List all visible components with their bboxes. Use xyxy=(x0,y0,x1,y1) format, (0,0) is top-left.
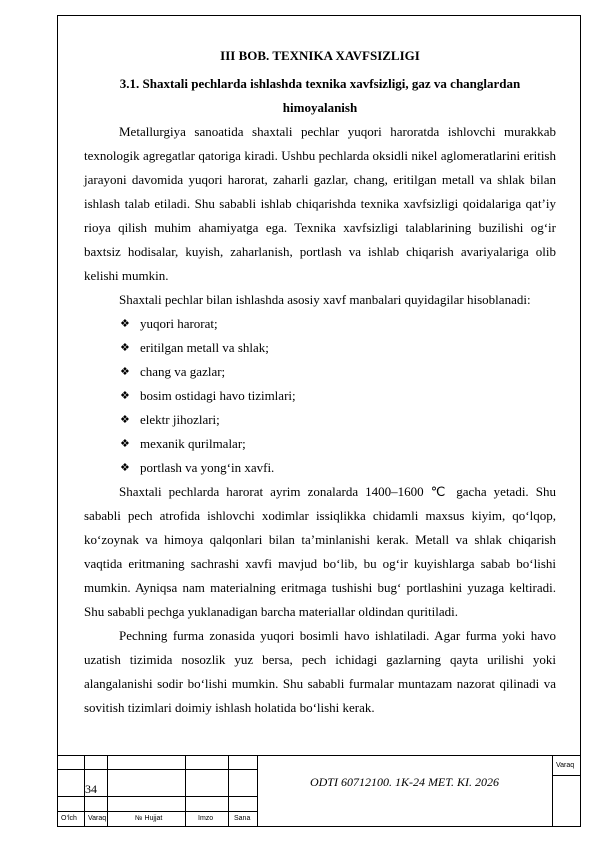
diamond-bullet-icon: ❖ xyxy=(120,414,130,426)
diamond-bullet-icon: ❖ xyxy=(120,390,130,402)
hazard-list xyxy=(84,312,556,480)
col-hujjat: № Hujjat xyxy=(135,815,163,822)
diamond-bullet-icon: ❖ xyxy=(120,438,130,450)
list-item: ❖ eritilgan metall va shlak; xyxy=(120,336,556,360)
title-block xyxy=(57,755,581,827)
list-item: ❖ yuqori harorat; xyxy=(120,312,556,336)
col-sana: Sana xyxy=(234,815,251,822)
section-title-line1: 3.1. Shaxtali pechlarda ishlashda texnika xavfsizligi, gaz va changlardan xyxy=(119,76,521,91)
paragraph-hazards-lead: Shaxtali pechlar bilan ishlashda asosiy xavf manbalari quyidagilar hisoblanadi: xyxy=(119,292,531,307)
diamond-bullet-icon: ❖ xyxy=(120,366,130,378)
list-item: ❖ mexanik qurilmalar; xyxy=(120,432,556,456)
diamond-bullet-icon: ❖ xyxy=(120,342,130,354)
paragraph-intro: Metallurgiya sanoatida shaxtali pechlar yuqori haroratda ishlovchi murakkab texnologik agregatlar qatoriga kiradi. Ushbu pechlarda oksidli nikel aglomeratlarini eritish jarayoni davomida yuqori harorat, zaharli gazlar, chang, eritilgan metall va shlak bilan ishlash talab etiladi. Shu sababli ishlab chiqarishda texnika xavfsizligi qoidalariga qat’iy rioya qilish muhim ahamiyatga ega. Texnika xavfsizligi talablarining buzilishi og‘ir baxtsiz hodisalar, kuyish, zaharlanish, portlash va ishlab chiqarish avariyalariga olib kelishi mumkin. xyxy=(84,124,556,283)
document-body xyxy=(84,44,556,720)
section-title-line2: himoyalanish xyxy=(282,100,358,115)
col-olch: O‘lch xyxy=(61,815,77,822)
chapter-title: III BOB. TEXNIKA XAVFSIZLIGI xyxy=(220,48,420,63)
col-imzo: Imzo xyxy=(198,815,214,822)
document-code: ODTI 60712100. 1K-24 MET. KI. 2026 xyxy=(309,775,500,789)
list-item: ❖ portlash va yong‘in xavfi. xyxy=(120,456,556,480)
list-item: ❖ bosim ostidagi havo tizimlari; xyxy=(120,384,556,408)
paragraph-tuyere: Pechning furma zonasida yuqori bosimli havo ishlatiladi. Agar furma yoki havo uzatish tizimida nosozlik yuz bersa, pech ichidagi gazlarning qayta urilishi yoki alangalanishi sodir bo‘lishi mumkin. Shu sababli furmalar muntazam nazorat qilinadi va sovitish tizimlari doimiy ishlash holatida bo‘lishi kerak. xyxy=(84,628,556,715)
list-item: ❖ elektr jihozlari; xyxy=(120,408,556,432)
varaq-label: Varaq xyxy=(556,762,575,769)
list-item: ❖ chang va gazlar; xyxy=(120,360,556,384)
diamond-bullet-icon: ❖ xyxy=(120,462,130,474)
paragraph-temperature: Shaxtali pechlarda harorat ayrim zonalarda 1400–1600 ℃ gacha yetadi. Shu sababli pech atrofida ishlovchi xodimlar issiqlikka chidamli maxsus kiyim, qo‘lqop, ko‘zoynak va himoya qalqonlari bilan ta’minlanishi kerak. Metall va shlak chiqarish vaqtida eritmaning sachrashi xavfi mavjud bo‘lib, bu og‘ir kuyishlarga sabab bo‘lishi mumkin. Ayniqsa nam materialning eritmaga tushishi bug‘ portlashini yuzaga keltiradi. Shu sababli pechga yuklanadigan barcha materiallar oldindan quritiladi. xyxy=(84,484,556,619)
diamond-bullet-icon: ❖ xyxy=(120,318,130,330)
col-varaq: Varaq xyxy=(88,815,107,822)
page-number: 34 xyxy=(85,782,97,796)
